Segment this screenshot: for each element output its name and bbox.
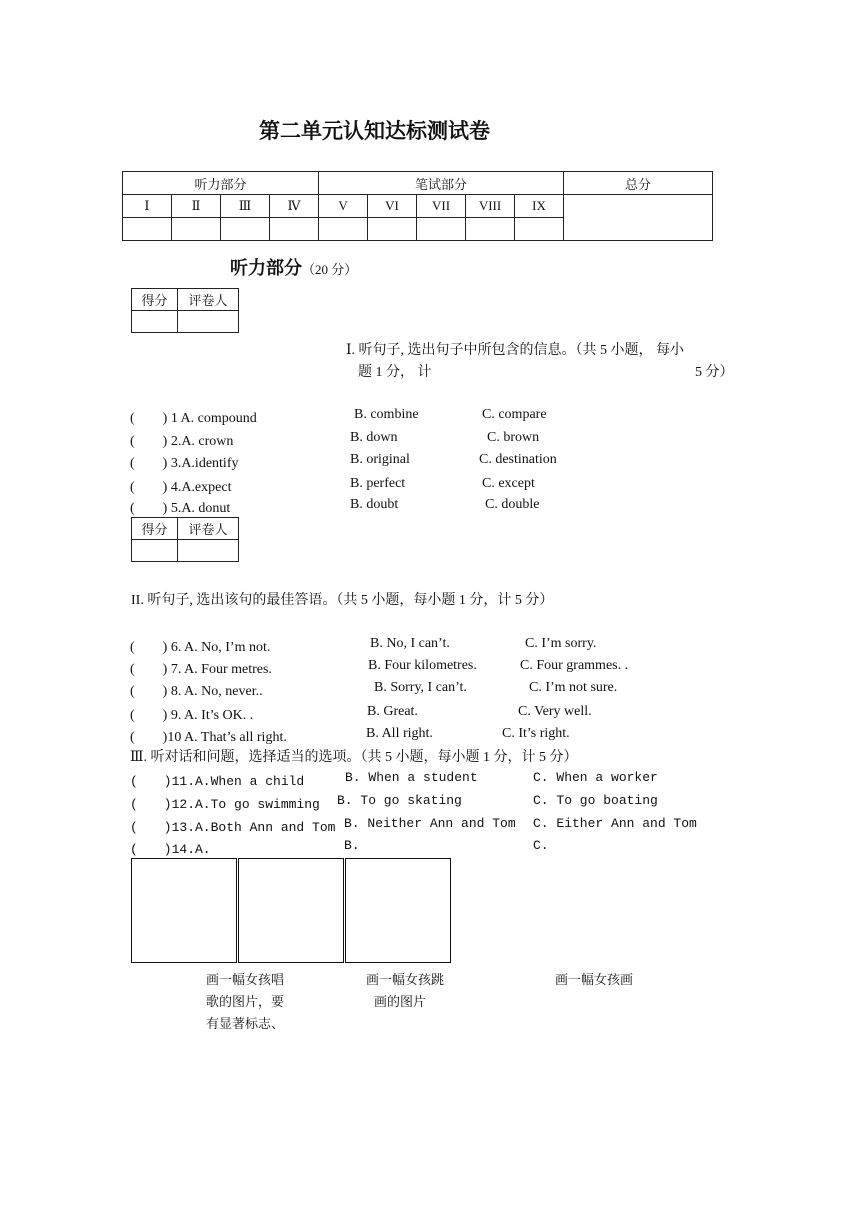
picture-box-b (238, 858, 344, 963)
total-score-cell[interactable] (564, 195, 713, 241)
question-7: ( ) 7. A. Four metres. (130, 662, 272, 677)
option-b: B. doubt (350, 497, 399, 512)
question-13: ( )13.A.Both Ann and Tom (130, 820, 336, 835)
numeral-3: Ⅲ (221, 195, 270, 218)
score-cell[interactable] (466, 218, 515, 241)
option-c: C. Four grammes. . (520, 658, 629, 673)
option-b: B. (344, 838, 360, 853)
caption-line: 有显著标志、 (206, 1016, 285, 1031)
option-c: C. Either Ann and Tom (533, 816, 697, 831)
score-cell[interactable] (319, 218, 368, 241)
option-c: C. double (485, 497, 540, 512)
numeral-2: Ⅱ (172, 195, 221, 218)
option-b: B. Four kilometres. (368, 658, 477, 673)
option-c: C. To go boating (533, 793, 658, 808)
marker-label: 评卷人 (178, 518, 239, 540)
question-10: ( )10 A. That’s all right. (130, 730, 287, 745)
option-c: C. except (482, 476, 535, 491)
caption-line: 画一幅女孩跳 (366, 972, 445, 987)
score-cell[interactable] (270, 218, 319, 241)
section1-instruction-cont: 题 1 分， 计 (358, 365, 432, 380)
question-5: ( ) 5.A. donut (130, 501, 231, 516)
question-1: ( ) 1 A. compound (130, 411, 257, 426)
question-2: ( ) 2.A. crown (130, 434, 234, 449)
picture-box-c (345, 858, 451, 963)
score-cell[interactable] (515, 218, 564, 241)
numeral-8: VIII (466, 195, 515, 218)
header-written: 笔试部分 (319, 172, 564, 195)
option-b: B. perfect (350, 476, 406, 491)
option-b: B. Great. (367, 704, 418, 719)
section3-instruction: Ⅲ. 听对话和问题，选择适当的选项。（共 5 小题，每小题 1 分，计 5 分） (130, 750, 578, 765)
option-b: B. When a student (345, 770, 478, 785)
section2-instruction: II. 听句子, 选出该句的最佳答语。（共 5 小题，每小题 1 分，计 5 分） (131, 593, 554, 608)
caption-a (206, 969, 284, 1035)
header-listening: 听力部分 (123, 172, 319, 195)
score-cell[interactable] (132, 540, 178, 562)
option-c: C. destination (479, 452, 557, 467)
option-b: B. Sorry, I can’t. (374, 680, 467, 695)
option-b: B. original (350, 452, 410, 467)
picture-box-a (131, 858, 237, 963)
question-9: ( ) 9. A. It’s OK. . (130, 708, 254, 723)
score-cell[interactable] (368, 218, 417, 241)
caption-line: 歌的图片，要 (206, 994, 285, 1009)
option-c: C. I’m not sure. (529, 680, 618, 695)
listening-heading-text: 听力部分 (230, 258, 302, 278)
caption-line: 画一幅女孩画 (555, 972, 634, 987)
score-cell[interactable] (417, 218, 466, 241)
option-c: C. When a worker (533, 770, 658, 785)
question-4: ( ) 4.A.expect (130, 480, 232, 495)
question-12: ( )12.A.To go swimming (130, 797, 320, 812)
option-b: B. No, I can’t. (370, 636, 450, 651)
section1-instruction: Ⅰ. 听句子, 选出句子中所包含的信息。（共 5 小题， 每小 (346, 343, 685, 358)
score-cell[interactable] (132, 311, 178, 333)
numeral-5: V (319, 195, 368, 218)
numeral-6: VI (368, 195, 417, 218)
score-label: 得分 (132, 518, 178, 540)
question-14: ( )14.A. (130, 842, 211, 857)
option-b: B. All right. (366, 726, 433, 741)
option-c: C. Very well. (518, 704, 592, 719)
option-c: C. I’m sorry. (525, 636, 597, 651)
option-c: C. It’s right. (502, 726, 570, 741)
option-c: C. (533, 838, 549, 853)
header-total: 总分 (564, 172, 713, 195)
caption-line: 画一幅女孩唱 (206, 972, 285, 987)
question-3: ( ) 3.A.identify (130, 456, 239, 471)
caption-b (366, 969, 444, 1013)
score-cell[interactable] (221, 218, 270, 241)
marker-label: 评卷人 (178, 289, 239, 311)
option-c: C. brown (487, 430, 540, 445)
score-cell[interactable] (123, 218, 172, 241)
listening-points: （20 分） (302, 262, 358, 277)
page-title: 第二单元认知达标测试卷 (259, 119, 490, 143)
option-c: C. compare (482, 407, 547, 422)
question-6: ( ) 6. A. No, I’m not. (130, 640, 271, 655)
grader-box (131, 288, 239, 333)
question-8: ( ) 8. A. No, never.. (130, 684, 263, 699)
grader-box (131, 517, 239, 562)
marker-cell[interactable] (178, 311, 239, 333)
caption-c (555, 969, 633, 991)
caption-line: 画的图片 (374, 994, 427, 1009)
numeral-4: Ⅳ (270, 195, 319, 218)
numeral-1: Ⅰ (123, 195, 172, 218)
question-11: ( )11.A.When a child (130, 774, 305, 789)
numeral-7: VII (417, 195, 466, 218)
marker-cell[interactable] (178, 540, 239, 562)
option-b: B. To go skating (337, 793, 462, 808)
score-table (122, 171, 713, 241)
section1-instruction-total: 5 分） (695, 365, 734, 380)
numeral-9: IX (515, 195, 564, 218)
option-b: B. down (350, 430, 398, 445)
option-b: B. combine (354, 407, 419, 422)
option-b: B. Neither Ann and Tom (344, 816, 516, 831)
listening-heading (230, 254, 357, 280)
score-cell[interactable] (172, 218, 221, 241)
score-label: 得分 (132, 289, 178, 311)
